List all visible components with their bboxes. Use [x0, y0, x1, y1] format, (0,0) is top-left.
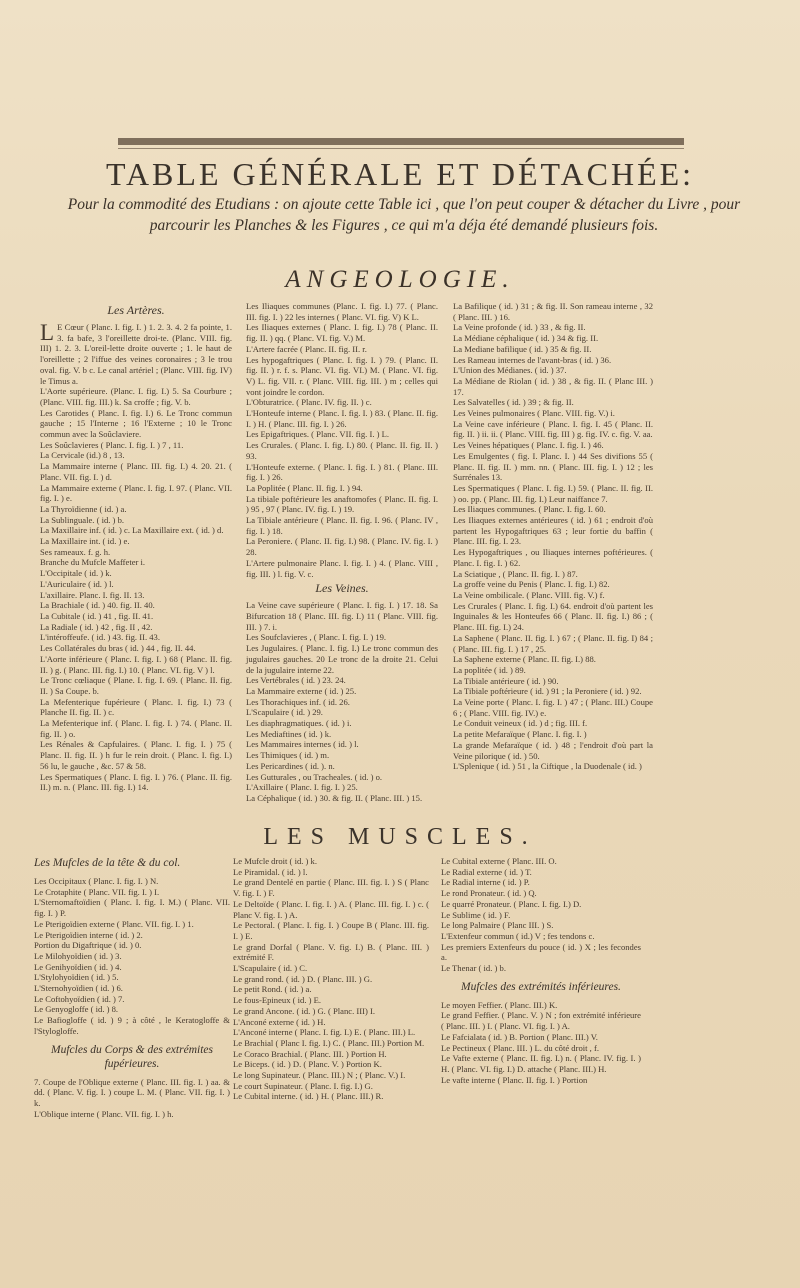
index-entry: Le long Supinateur. ( Planc. III.) N ; ( Planc. V.) I.: [233, 1070, 406, 1081]
muscles-column-2: [233, 856, 429, 1102]
index-entry: L'Sternomaftoïdien ( Planc. I. fig. I. M.) ( Planc. VII. fig. I. ) P.: [34, 897, 230, 919]
index-entry: Le Genyogloffe ( id. ) 8.: [34, 1004, 119, 1015]
index-entry: Le Conduit veineux ( id. ) d ; fig. III. f.: [453, 718, 588, 729]
index-entry: La Médiane céphalique ( id. ) 34 & fig. II.: [453, 333, 599, 344]
index-entry: La poplitée ( id. ) 89.: [453, 664, 526, 675]
index-entry: Le Sublime ( id. ) F.: [441, 909, 511, 920]
index-entry: L'Oblique interne ( Planc. VII. fig. I. ) h.: [34, 1108, 174, 1119]
index-entry: Le Pterigoïdien externe ( Planc. VII. fig. I. ) 1.: [34, 918, 194, 929]
index-entry: Le Brachial ( Planc I. fig. I.) C. ( Planc. III.) Portion M.: [233, 1037, 425, 1048]
index-entry: La grande Mefaraïque ( id. ) 48 ; l'endroit d'où part la Veine pilorique ( id. ) 50.: [453, 739, 653, 761]
index-entry: La Mammaire externe ( id. ) 25.: [246, 685, 357, 696]
index-entry: Les Iliaques communes. ( Planc. I. fig. I. 60.: [453, 504, 606, 515]
arteres-list-continued: [246, 301, 438, 579]
arteres-column: [40, 301, 232, 793]
arteres-veines-column: [246, 301, 438, 804]
index-entry: Les Iliaques communes (Planc. I. fig. I.) 77. ( Planc. III. fig. I. ) 22 les internes ( Planc. VI. fig. V) K L.: [246, 301, 438, 322]
veines-column: [453, 301, 653, 772]
index-entry: Les Vertébrales ( id. ) 23. 24.: [246, 675, 346, 686]
index-entry: La Sublinguale. ( id. ) b.: [40, 514, 125, 525]
index-entry: Le Milohyoïdien ( id. ) 3.: [34, 950, 122, 961]
index-entry: Le Cubital externe ( Planc. III. O.: [441, 856, 557, 866]
index-entry: Les Thorachiques inf. ( id. 26.: [246, 696, 350, 707]
intro-text: Pour la commodité des Etudians : on ajoute cette Table ici , que l'on peut couper & détacher du Livre , pour parcourir les Planches & les Figures , ce qui m'a déja été demandé plusieurs fois.: [67, 196, 741, 234]
drop-cap: L: [40, 320, 55, 345]
index-entry: Les Spermatiques ( Planc. I. fig. I.) 59. ( Planc. II. fig. II. ) oo. pp. ( Planc. III. fig. I.) Leur naiffance 7.: [453, 482, 653, 504]
index-entry: Les Pericardines ( id. ). n.: [246, 760, 335, 771]
index-entry: La Mefenterique fupérieure ( Planc. I. fig. I.) 73 ( Planche II. fig. II. ) c.: [40, 696, 232, 718]
index-entry: L'Splenique ( id. ) 51 , la Ciftique , la Duodenale ( id. ): [453, 761, 642, 772]
index-entry: Le grand rond. ( id. ) D. ( Planc. III. ) G.: [233, 973, 373, 984]
index-entry: Le Pectoral. ( Planc. I. fig. I. ) Coupe B ( Planc. III. fig. I. ) E.: [233, 920, 429, 941]
index-entry: Les hypogaftriques ( Planc. I. fig. I. ) 79. ( Planc. II. fig. II. ) r. f. s. Planc. VI. fig. VI.) M. ( Planc. VI. fig. V) L. fig. VII. r. ( Planc. VIII. fig. III. ) m ; celles qui vont joindre le cordon.: [246, 354, 438, 397]
index-entry: La tibiale poftérieure les anaftomofes ( Planc. II. fig. I. ) 95 , 97 ( Planc. IV. fig. I. ) 19.: [246, 493, 438, 515]
index-entry: L'Aorte inférieure ( Planc. I. fig. I. ) 68 ( Planc. II. fig. II. ) g. ( Planc. III. fig. I.) 10. ( Planc. VI. fig. V ) l.: [40, 653, 232, 675]
index-entry: La Peroniere. ( Planc. II. fig. I.) 98. ( Planc. IV. fig. I. ) 28.: [246, 536, 438, 558]
index-entry: Le Radial interne ( id. ) P.: [441, 877, 530, 888]
index-entry: Les Epigaftriques. ( Planc. VII. fig. I. ) L.: [246, 429, 390, 440]
index-entry: Les Crurales. ( Planc. I. fig. I.) 80. ( Planc. II. fig. II. ) 93.: [246, 440, 438, 461]
index-entry: Les Rameau internes de l'avant-bras ( id. ) 36.: [453, 354, 612, 365]
index-entry: La Veine cave supérieure ( Planc. I. fig. I. ) 17. 18. Sa Bifurcation 18 ( Planc. III. fig. I.) 11 ( Planc. VIII. fig. III. ) 7. i.: [246, 600, 438, 632]
index-entry: La Poplitée ( Planc. II. fig. I. ) 94.: [246, 482, 363, 493]
index-entry: Le quarré Pronateur. ( Planc. I. fig. I.) D.: [441, 898, 582, 909]
index-entry: Les Thimiques ( id. ) m.: [246, 750, 330, 761]
index-entry: Les Carotides ( Planc. I. fig. I.) 6. Le Tronc commun gauche ; 15 l'Interne ; 16 l'Externe ; 10 le Tronc commun avec la Soûclaviere.: [40, 407, 232, 440]
muscles-head-neck-list: [34, 876, 230, 1037]
index-entry: Les Mediaftines ( id. ) k.: [246, 728, 332, 739]
index-entry: Les premiers Extenfeurs du pouce ( id. ) X ; les fecondes a.: [441, 941, 641, 963]
veines-heading: Les Veines.: [315, 581, 369, 596]
section-title-muscles: LES MUSCLES.: [263, 824, 537, 850]
index-entry: La Maxillaire inf. ( id. ) c. La Maxillaire ext. ( id. ) d.: [40, 525, 224, 536]
index-entry: La Tibiale poftérieure ( id. ) 91 ; la Peroniere ( id. ) 92.: [453, 686, 642, 697]
index-entry: Le grand Dentelé en partie ( Planc. III. fig. I. ) S ( Planc V. fig. I. ) F.: [233, 877, 429, 899]
index-entry: La Saphene externe ( Planc. II. fig. I.) 88.: [453, 654, 596, 665]
index-entry: Le fous-Epineux ( id. ) E.: [233, 995, 322, 1006]
index-entry: Les Iliaques externes antérieures ( id. ) 61 ; endroit d'où partent les Hypogaftriques 63 ; leur fortie du baffin ( Planc. III. fig. I. 23.: [453, 515, 653, 547]
index-entry: La Brachiale ( id. ) 40. fig. II. 40.: [40, 600, 155, 611]
index-entry: La Veine profonde ( id. ) 33 , & fig. II.: [453, 322, 586, 333]
index-entry: Ses rameaux. f. g. h.: [40, 546, 111, 557]
index-entry: Le Pterigoïdien interne ( id. ) 2.: [34, 929, 143, 940]
index-entry: Portion du Digaftrique ( id. ) 0.: [34, 940, 142, 951]
top-ornament-rule: [118, 138, 684, 145]
index-entry: La Thyroïdienne ( id. ) a.: [40, 503, 127, 514]
index-entry: L'Extenfeur commun ( id.) V ; fes tendons c.: [441, 930, 595, 941]
index-entry: Le Cubital interne. ( id. ) H. ( Planc. III.) R.: [233, 1091, 384, 1102]
muscles-body-heading: Mufcles du Corps & des extrémites fupérieures.: [51, 1043, 213, 1070]
index-entry: Les Veines hépatiques ( Planc. I. fig. I. ) 46.: [453, 440, 604, 451]
index-entry: L'Honteufe externe. ( Planc. I. fig. I. ) 81. ( Planc. III. fig. I. ) 26.: [246, 461, 438, 483]
muscles-arm-list: [441, 856, 641, 974]
muscles-lower-limbs-list: [441, 1000, 641, 1086]
top-thin-rule: [118, 148, 684, 149]
index-entry: La Médiane de Riolan ( id. ) 38 , & fig. II. ( Planc III. ) 17.: [453, 375, 653, 397]
index-entry: Les Mammaires internes ( id. ) l.: [246, 739, 359, 750]
index-entry: La Maxillaire int. ( id. ) e.: [40, 536, 130, 547]
veines-list-continued: [453, 301, 653, 772]
index-entry: Le rond Pronateur. ( id. ) Q.: [441, 888, 537, 899]
muscles-lower-limbs-heading: Mufcles des extrémités inférieures.: [461, 980, 621, 993]
index-entry: L'axillaire. Planc. I. fig. II. 13.: [40, 589, 145, 600]
index-entry: Le Genihyoïdien ( id. ) 4.: [34, 961, 122, 972]
index-entry: Le grand Dorfal ( Planc. V. fig. I.) B. ( Planc. III. ) extrémité F.: [233, 941, 429, 963]
index-entry: L'Artere pulmonaire Planc. I. fig. I. ) 4. ( Planc. VIII , fig. III. ) l. fig. V. c.: [246, 557, 438, 579]
index-entry: Les diaphragmatiques. ( id. ) i.: [246, 718, 352, 729]
index-entry: Le long Palmaire ( Planc III. ) S.: [441, 920, 554, 931]
index-entry: Le Crotaphite ( Planc. VII. fig. I. ) I.: [34, 886, 160, 897]
index-entry: La Mammaire externe ( Planc. I. fig. I. 97. ( Planc. VII. fig. I. ) e.: [40, 482, 232, 504]
index-entry: La Cubitale ( id. ) 41 , fig. II. 41.: [40, 610, 154, 621]
index-entry: Les Emulgentes ( fig. I. Planc. I. ) 44 Ses divifions 55 ( Planc. II. fig. II. ) mm. nn. ( Planc. III. fig. I. ) 12 ; les Surrénales 13.: [453, 450, 653, 483]
muscles-body-list-continued: [233, 856, 429, 1102]
index-entry: Les Gutturales , ou Tracheales. ( id. ) o.: [246, 771, 383, 782]
index-entry: La Cervicale (id.) 8 , 13.: [40, 450, 125, 461]
index-entry: L'intéroffeufe. ( id. ) 43. fig. II. 43.: [40, 632, 160, 643]
index-entry: Branche du Mufcle Maffeter i.: [40, 557, 146, 568]
muscles-column-1: [34, 856, 230, 1119]
index-entry: Les Veines pulmonaires ( Planc. VIII. fig. V.) i.: [453, 408, 615, 419]
index-entry: Le Bafiogloffe ( id. ) 9 ; à côté , le Keratogloffe & l'Stylogloffe.: [34, 1015, 230, 1036]
index-entry: La Veine ombilicale. ( Planc. VIII. fig. V.) f.: [453, 589, 605, 600]
index-entry: Les Iliaques externes ( Planc. I. fig. I.) 78 ( Planc. II. fig. II. ) qq. ( Planc. VI. fig. V.) M.: [246, 322, 438, 344]
index-entry: La petite Mefaraïque ( Planc. I. fig. I. ): [453, 729, 587, 740]
muscles-head-neck-heading: Les Mufcles de la tête & du col.: [34, 857, 181, 869]
index-entry: Le Pectineux ( Planc. III. ) L. du côté droit , f.: [441, 1042, 599, 1053]
index-entry: Les Crurales ( Planc. I. fig. I.) 64. endroit d'où partent les Inguinales & les Honteufes 66 ( Planc. II. fig. I.) 86 ; ( Planc. III. fig. I.) 24.: [453, 600, 653, 633]
index-entry: Le moyen Feffier. ( Planc. III.) K.: [441, 999, 558, 1010]
index-entry: La Mammaire interne ( Planc. III. fig. I.) 4. 20. 21. ( Planc. VII. fig. I. ) d.: [40, 461, 232, 482]
index-entry: L'Honteufe interne ( Planc. I. fig. I. ) 83. ( Planc. II. fig. I. ) H. ( Planc. III. fig. I. ) 26.: [246, 408, 438, 429]
index-entry: L'Occipitale ( id. ) k.: [40, 568, 112, 579]
index-entry: Les Spermatiques ( Planc. I. fig. I. ) 76. ( Planc. II. fig. II.) m. n. ( Planc. III. fig. I.) 14.: [40, 771, 232, 793]
index-entry: L'Obturatrice. ( Planc. IV. fig. II. ) c.: [246, 397, 372, 408]
index-entry: Le Tronc cœliaque ( Plane. I. fig. I. 69. ( Planc. II. fig. II. ) Sa Coupe. b.: [40, 675, 232, 696]
index-entry: Le grand Ancone. ( id. ) G. ( Planc. III) I.: [233, 1005, 375, 1016]
veines-list: [246, 600, 438, 803]
index-entry: L'Stylohyoïdien ( id. ) 5.: [34, 972, 119, 983]
index-entry: Le Coftohyoïdien ( id. ) 7.: [34, 993, 125, 1004]
index-entry: L'Scapulaire ( id. ) C.: [233, 963, 308, 974]
index-entry: Les Collatérales du bras ( id. ) 44 , fig. II. 44.: [40, 643, 196, 654]
index-entry: Les Salvatelles ( id. ) 39 ; & fig. II.: [453, 397, 574, 408]
index-entry: Les Rénales & Capfulaires. ( Planc. I. fig. I. ) 75 ( Planc. II. fig. II. ) h fur le rein droit. ( Planc. I. fig. I.) 56 lu, le gauche , &c. 57 & 58.: [40, 739, 232, 771]
index-entry: L'Artere facrée ( Planc. II. fig. II. r.: [246, 343, 367, 354]
index-entry: Les Hypogaftriques , ou Iliaques internes poftérieures. ( Planc. I. fig. I. ) 62.: [453, 547, 653, 568]
index-entry: Les Soufclavieres , ( Planc. I. fig. I. ) 19.: [246, 632, 387, 643]
index-entry: La Mefenterique inf. ( Planc. I. fig. I. ) 74. ( Planc. II. fig. II. ) o.: [40, 718, 232, 739]
index-entry: L'Auriculaire ( id. ) l.: [40, 578, 114, 589]
index-entry: E Cœur ( Planc. I. fig. I. ) 1. 2. 3. 4. 2 fa pointe, 1. 3. fa bafe, 3 l'oreillette droi-te. (Planc. VIII. fig. III) 1. 2. 3. L'oreil-lette droite ouverte ; 1. le haut de l'oreillette ; 2 l'iffue des veines coronaires ; 3 le trou oval. fig. V. b c. Le canal artériel ; (Planc. VIII. fig. IV) le Timus a.: [40, 322, 232, 386]
index-entry: Le grand Feffier. ( Planc. V. ) N ; fon extrémité inférieure ( Planc. III. ) I. ( Planc. VI. fig. I. ) A.: [441, 1010, 641, 1032]
muscles-column-3: [441, 856, 641, 1085]
index-entry: Le petit Rond. ( id. ) a.: [233, 984, 312, 995]
index-entry: Les Soûclavieres ( Planc. I. fig. I. ) 7 , 11.: [40, 439, 184, 450]
index-entry: L'Sternohyoïdien ( id. ) 6.: [34, 983, 123, 994]
index-entry: Le Radial externe ( id. ) T.: [441, 866, 532, 877]
muscles-body-list: [34, 1077, 230, 1120]
index-entry: La Tibiale antérieure ( Planc. II. fig. I. 96. ( Planc. IV , fig. I. ) 18.: [246, 515, 438, 536]
index-entry: La Veine porte ( Planc. I. fig. I. ) 47 ; ( Planc. III.) Coupe 6 ; ( Planc. VIII. fig. IV.) e.: [453, 697, 653, 718]
index-entry: L'Axillaire ( Planc. I. fig. I. ) 25.: [246, 782, 358, 793]
index-entry: Le Piramidal. ( id. ) l.: [233, 866, 308, 877]
index-entry: Le Fafcialata ( id. ) B. Portion ( Planc. III.) V.: [441, 1031, 598, 1042]
index-entry: Le Thenar ( id. ) b.: [441, 963, 506, 974]
index-entry: La Tibiale antérieure ( id. ) 90.: [453, 675, 559, 686]
index-entry: La Céphalique ( id. ) 30. & fig. II. ( Planc. III. ) 15.: [246, 792, 423, 803]
index-entry: L'Aorte supérieure. (Planc. I. fig. I.) 5. Sa Courbure ; (Planc. VIII. fig. III.) k. Sa croffe ; fig. V. b.: [40, 386, 232, 407]
index-entry: La Sciatique , ( Planc. II. fig. I. ) 87.: [453, 568, 578, 579]
index-entry: La Mediane bafilique ( id. ) 35 & fig. II.: [453, 343, 592, 354]
index-entry: Le Mufcle droit ( id. ) k.: [233, 856, 318, 866]
index-entry: Le Deltoïde ( Planc. I. fig. I. ) A. ( Planc. III. fig. I. ) c. ( Planc V. fig. I. ) A.: [233, 898, 429, 920]
index-entry: La Saphene ( Planc. II. fig. I. ) 67 ; ( Planc. II. fig. I) 84 ; ( Planc. III. fig. I. ) 17 , 25.: [453, 632, 653, 654]
index-entry: L'Anconé interne ( Planc. I. fig. I.) E. ( Planc. III.) L.: [233, 1027, 416, 1038]
index-entry: Les Jugulaires. ( Planc. I. fig. I.) Le tronc commun des jugulaires gauches. 20 Le tronc de la droite 21. Celui de la jugulaire interne 22.: [246, 643, 438, 675]
index-entry: L'Anconé externe ( id. ) H.: [233, 1016, 326, 1027]
page-title: TABLE GÉNÉRALE ET DÉTACHÉE:: [105, 156, 695, 192]
index-entry: Le vafte interne ( Planc. II. fig. I. ) Portion: [441, 1074, 588, 1085]
index-entry: La Bafilique ( id. ) 31 ; & fig. II. Son rameau interne , 32 ( Planc. III. ) 16.: [453, 301, 653, 322]
index-entry: L'Union des Médianes. ( id. ) 37.: [453, 365, 567, 376]
index-entry: La Veine cave inférieure ( Planc. I. fig. I. 45 ( Planc. II. fig. II. ) ii. ii. ( Planc. VIII. fig. III ) g. fig. IV. c. fig. V. aa.: [453, 418, 653, 440]
section-title-angeologie: ANGEOLOGIE.: [285, 266, 515, 293]
index-entry: Les Occipitaux ( Planc. I. fig. I. ) N.: [34, 876, 159, 886]
index-entry: La Radiale ( id. ) 42 , fig. II , 42.: [40, 621, 153, 632]
arteres-list: [40, 322, 232, 793]
index-entry: Le Biceps. ( id. ) D. ( Planc. V. ) Portion K.: [233, 1059, 382, 1070]
index-entry: Le court Supinateur. ( Planc. I. fig. I.) G.: [233, 1080, 373, 1091]
index-entry: 7. Coupe de l'Oblique externe ( Planc. III. fig. I. ) aa. & dd. ( Planc. V. fig. I. ) coupe L. M. ( Planc. VII. fig. I. ) k.: [34, 1076, 230, 1108]
index-entry: Le Coraco Brachial. ( Planc. III. ) Portion H.: [233, 1048, 387, 1059]
index-entry: La groffe veine du Penis ( Planc. I. fig. I.) 82.: [453, 579, 610, 590]
index-entry: L'Scapulaire ( id. ) 29.: [246, 707, 323, 718]
index-entry: Le Vafte externe ( Planc. II. fig. I.) n. ( Planc. IV. fig. I. ) H. ( Planc. VI. fig. I.) D. attache ( Planc. III.) H.: [441, 1053, 641, 1074]
arteres-heading: Les Artères.: [107, 303, 165, 317]
